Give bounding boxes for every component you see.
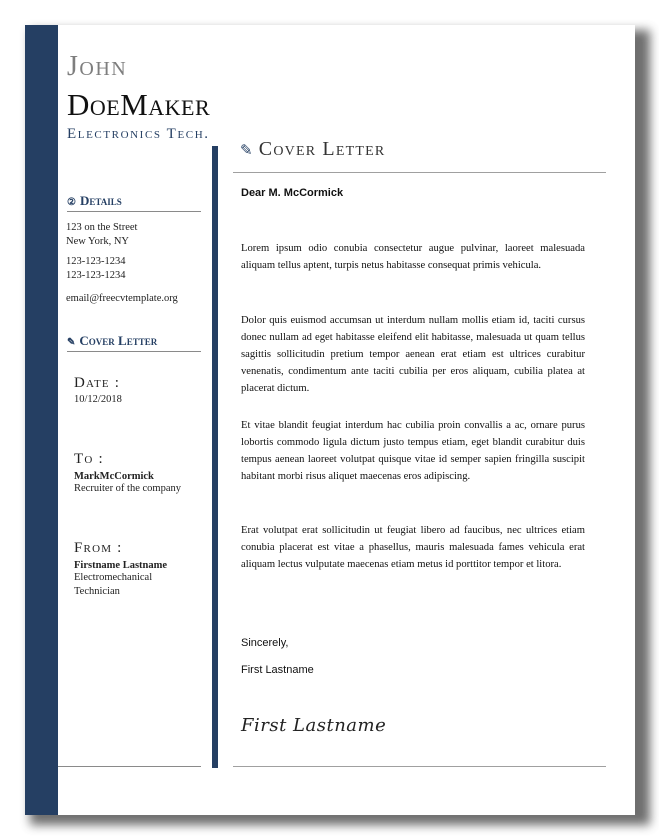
column-divider	[212, 146, 218, 768]
from-name: Firstname Lastname	[74, 560, 168, 571]
accent-side-bar	[25, 25, 58, 815]
pencil-icon: ✎	[240, 143, 254, 159]
letter-paragraph-1: Lorem ipsum odio conubia consectetur augue pulvinar, laoreet malesuada aliquam tellus aptent, turpis netus habitasse consequat primis vehicula.	[241, 243, 585, 271]
from-role-line-2: Technician	[74, 586, 120, 597]
salutation: Dear M. McCormick	[241, 187, 344, 199]
address-line-1: 123 on the Street	[66, 222, 138, 233]
closing-name: First Lastname	[241, 664, 314, 676]
date-label: Date :	[74, 375, 121, 391]
last-name: DoeMaker	[67, 87, 211, 122]
cover-letter-side-heading: ✎ Cover Letter	[67, 333, 201, 352]
pencil-icon: ✎	[67, 337, 76, 348]
to-role: Recruiter of the company	[74, 483, 181, 494]
letter-paragraph-3: Et vitae blandit feugiat interdum hac cubilia proin convallis a ac, ornare purus lobortis commodo ligula dictum justo tempus etiam, eget blandit curabitur duis tempus aenean laoreet volutpat quisque vitae id semper sapien fringilla suscipit habitant morbi risus aliquet maecenas eros adipiscing.	[241, 420, 585, 482]
first-name: John	[67, 51, 128, 82]
to-label: To :	[74, 451, 104, 467]
from-role-line-1: Electromechanical	[74, 572, 153, 583]
phone-2: 123-123-1234	[66, 270, 126, 281]
sidebar-bottom-rule	[58, 766, 201, 767]
letter-paragraph-4: Erat volutpat erat sollicitudin ut feugiat libero ad faucibus, nec ultrices etiam conubia placerat est vitae a phasellus, mauris malesuada fames vehicula erat aliquam lectus vulputate maecenas etiam metus id porttitor tempor et litora.	[241, 525, 585, 570]
letter-paragraph-2: Dolor quis euismod accumsan ut interdum nullam mollis etiam id, taciti cursus donec nullam ad eget habitasse eleifend elit habitasse, malesuada ut quam tellus sagittis sollicitudin pretium tempor aenean erat etiam est ultrices curabitur venenatis, condimentum ante taciti cubilia per eros aliquam, cubilia platea at placerat dictum.	[241, 315, 585, 394]
email: email@freecvtemplate.org	[66, 293, 178, 304]
letter-bottom-rule	[233, 766, 606, 767]
to-name: MarkMcCormick	[74, 471, 154, 482]
heading-rule	[233, 172, 606, 173]
date-value: 10/12/2018	[74, 394, 122, 405]
details-heading: ② Details	[67, 193, 201, 212]
address-line-2: New York, NY	[66, 236, 130, 247]
job-title: Electronics Tech.	[67, 126, 210, 142]
cover-letter-page	[25, 25, 635, 815]
from-label: From :	[74, 540, 123, 556]
letter-heading: ✎ Cover Letter	[240, 138, 386, 160]
contact-icon: ②	[67, 197, 76, 208]
signature: First Lastname	[241, 715, 387, 736]
closing: Sincerely,	[241, 637, 289, 649]
phone-1: 123-123-1234	[66, 256, 126, 267]
